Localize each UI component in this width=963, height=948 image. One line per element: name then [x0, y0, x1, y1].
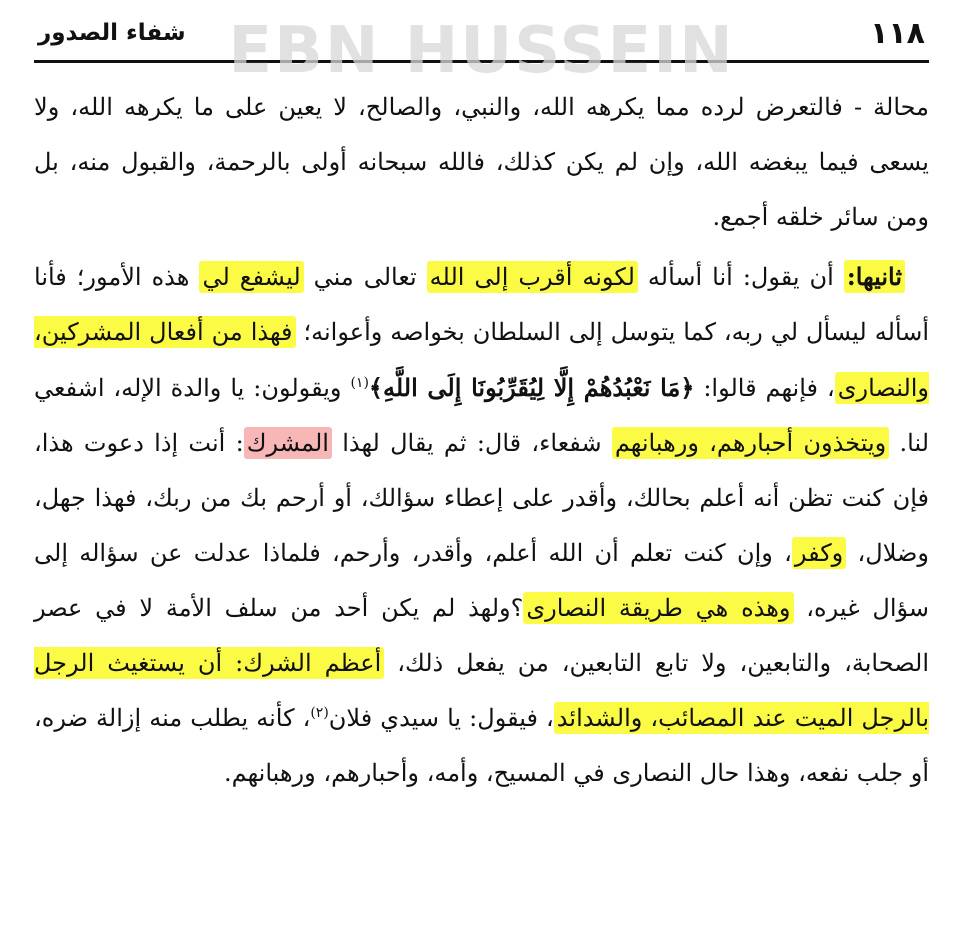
- paragraph-1: [34, 80, 929, 245]
- quran-verse: ﴿مَا نَعْبُدُهُمْ إِلَّا لِيُقَرِّبُونَا إِلَى اللَّهِ﴾: [368, 373, 695, 402]
- text-segment: ويقولون: يا والدة الإله، اشفعي لنا.: [34, 374, 930, 457]
- highlight-mushrik: المشرك: [244, 427, 332, 459]
- text-segment: هذه الأمور؛ فأنا أسأله ليسأل لي ربه، كما يتوسل إلى السلطان بخواصه وأعوانه؛: [34, 263, 929, 346]
- highlight-greatest-shirk: أعظم الشرك: أن يستغيث الرجل بالرجل الميت عند المصائب، والشدائد: [34, 649, 929, 732]
- text-segment: ، كأنه يطلب منه إزالة ضره، أو جلب نفعه، وهذا حال النصارى في المسيح، وأمه، وأحبارهم، ورهبانهم.: [34, 704, 929, 787]
- text-segment: ، فيقول: يا سيدي فلان: [328, 704, 554, 732]
- highlight-secondly: ثانيها:: [844, 260, 905, 293]
- text-segment: ، وإن كنت تعلم أن الله أعلم، وأقدر، وأرحم، فلماذا عدلت عن سؤاله إلى سؤال غيره،: [34, 539, 930, 622]
- footnote-marker-1: (١): [350, 375, 369, 391]
- paragraph-1-text: محالة - فالتعرض لرده مما يكرهه الله، والنبي، والصالح، لا يعين على ما يكرهه الله، ولا يسعى فيما يبغضه الله، وإن لم يكن كذلك، فالله سبحانه أولى بالرحمة، والقبول منه، بل ومن سائر خلقه أجمع.: [34, 93, 929, 231]
- highlight-rabbis-monks: ويتخذون أحبارهم، ورهبانهم: [612, 427, 889, 459]
- highlight-polytheists-deeds: فهذا من أفعال المشركين، والنصارى: [34, 318, 930, 402]
- watermark: EBN HUSSEIN: [228, 14, 735, 88]
- text-segment: ، فإنهم قالوا:: [694, 374, 835, 402]
- page-body: [34, 80, 929, 801]
- text-segment: شفعاء، قال: ثم يقال لهذا: [331, 429, 612, 457]
- text-segment: ؟ولهذ لم يكن أحد من سلف الأمة لا في عصر الصحابة، والتابعين، ولا تابع التابعين، من يفعل ذلك،: [34, 594, 929, 677]
- page-number: ١١٨: [870, 16, 925, 51]
- paragraph-2: [34, 249, 929, 801]
- text-segment: : أنت إذا دعوت هذا، فإن كنت تظن أنه أعلم بحالك، وأقدر على إعطاء سؤالك، أو أرحم بك من ربك، فهذا جهل، وضلال،: [34, 429, 929, 567]
- book-title: شفاء الصدور: [38, 20, 186, 46]
- text-segment: تعالى مني: [303, 263, 427, 291]
- highlight-kufr: وكفر: [792, 537, 846, 569]
- page-header: [34, 10, 929, 88]
- footnote-marker-2: (٢): [310, 705, 329, 721]
- highlight-intercede: ليشفع لي: [199, 261, 303, 293]
- highlight-closer-to-god: لكونه أقرب إلى الله: [427, 261, 638, 293]
- highlight-christian-way: وهذه هي طريقة النصارى: [523, 592, 793, 624]
- text-segment: أن يقول: أنا أسأله: [637, 263, 844, 291]
